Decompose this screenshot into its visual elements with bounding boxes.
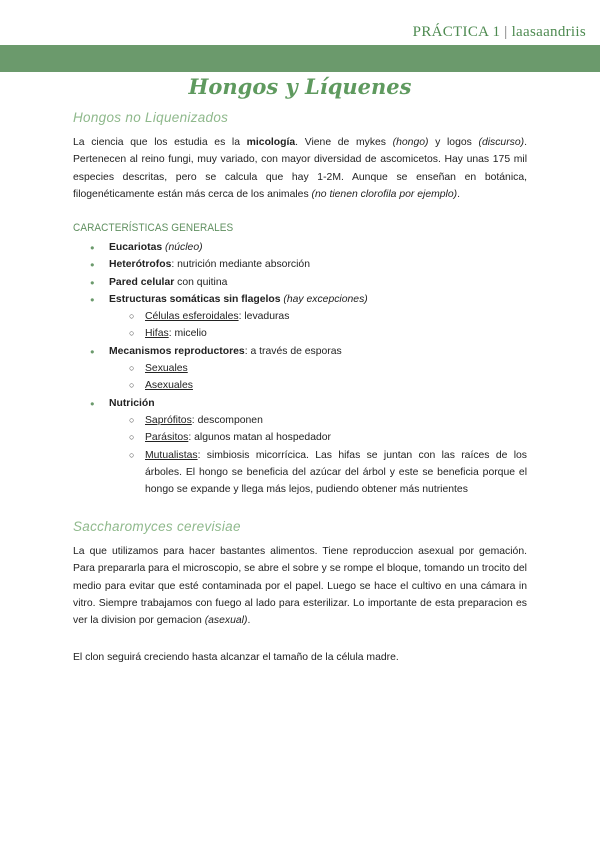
characteristics-list-block bbox=[73, 239, 527, 498]
item-note: (hay excepciones) bbox=[283, 293, 368, 305]
list-item bbox=[73, 343, 527, 395]
clone-paragraph: El clon seguirá creciendo hasta alcanzar el tamaño de la célula madre. bbox=[73, 652, 399, 663]
sublist bbox=[109, 308, 527, 343]
page-title: Hongos y Líquenes bbox=[188, 74, 412, 99]
saccharomyces-paragraph bbox=[73, 543, 527, 629]
text-run: (asexual) bbox=[204, 615, 248, 627]
text-run: La ciencia que los estudia es la bbox=[73, 137, 247, 148]
text-run: . Viene de mykes bbox=[295, 137, 393, 148]
intro-paragraph-block bbox=[73, 134, 527, 203]
sub-term: Células esferoidales bbox=[145, 311, 239, 323]
characteristics-list bbox=[73, 239, 527, 498]
sub-term: Asexuales bbox=[145, 380, 193, 392]
subsection-heading: CARACTERÍSTICAS GENERALES bbox=[73, 222, 234, 235]
saccharomyces-paragraph-block bbox=[73, 543, 527, 629]
sub-term: Sexuales bbox=[145, 363, 188, 375]
sub-term: Parásitos bbox=[145, 432, 189, 444]
item-note: (núcleo) bbox=[165, 242, 203, 253]
sub-text: : simbiosis micorrícica. Las hifas se juntan con las raíces de los árboles. El hongo se beneficia del azúcar del árbol y este se beneficia porque el hongo se expande y llega más lejos, pudiendo obtener más nutrientes bbox=[145, 449, 527, 496]
item-term: Heterótrofos bbox=[109, 259, 172, 271]
clone-paragraph-block bbox=[73, 649, 527, 666]
sublist-item bbox=[109, 377, 527, 394]
characteristics-heading-block bbox=[73, 222, 527, 233]
sub-term: Saprófitos bbox=[145, 414, 192, 426]
sub-text: : descomponen bbox=[191, 414, 263, 426]
item-term: Mecanismos reproductores bbox=[109, 345, 245, 357]
header-separator: | bbox=[504, 24, 508, 40]
author-name: laasaandriis bbox=[511, 24, 586, 40]
section-hongos-no-liquenizados bbox=[73, 110, 527, 125]
list-item bbox=[73, 256, 527, 273]
sub-term: Mutualistas bbox=[145, 449, 198, 461]
section-saccharomyces bbox=[73, 519, 527, 534]
item-term: Eucariotas bbox=[109, 242, 163, 253]
sub-text: : levaduras bbox=[238, 311, 290, 323]
term-micologia: micología bbox=[246, 137, 296, 148]
page-header bbox=[413, 24, 586, 41]
item-term: Estructuras somáticas sin flagelos bbox=[109, 293, 281, 305]
sub-text: : micelio bbox=[168, 328, 207, 340]
text-run: (discurso) bbox=[478, 137, 525, 148]
sublist-item bbox=[109, 429, 527, 446]
section-heading: Saccharomyces cerevisiae bbox=[73, 519, 241, 534]
sublist bbox=[109, 360, 527, 395]
item-text: : a través de esporas bbox=[244, 345, 342, 357]
text-run: (no tienen clorofila por ejemplo) bbox=[311, 188, 458, 200]
text-run: (hongo) bbox=[392, 137, 429, 148]
text-run: . bbox=[247, 615, 251, 627]
sublist-item bbox=[109, 325, 527, 342]
text-run: . Pertenecen al reino fungi, muy variado, con mayor diversidad de ascomicetos. Hay unas 175 mil especies descritas, pero se calcula que hay 1-2M. Aunque se enseñan en botánica, filogenéticamente están más cerca de los animales bbox=[73, 137, 527, 200]
header-bar bbox=[0, 45, 600, 72]
list-item bbox=[73, 395, 527, 499]
list-item bbox=[73, 239, 527, 256]
item-term: Pared celular bbox=[109, 276, 175, 288]
intro-paragraph bbox=[73, 134, 527, 203]
sublist-item bbox=[109, 412, 527, 429]
practice-label: PRÁCTICA 1 bbox=[412, 24, 501, 40]
sublist-item bbox=[109, 447, 527, 499]
text-run: La que utilizamos para hacer bastantes alimentos. Tiene reproduccion asexual por gemación. Para prepararla para el microscopio, se abre el sobre y se rompe el bloque, tomando un trocito del medio para evitar que esté contaminada por el papel. Luego se hace el cultivo en una cámara in vitro. Siempre trabajamos con fuego al lado para esterilizar. Lo importante de esta preparacion es ver la division por gemacion bbox=[73, 546, 527, 627]
section-heading: Hongos no Liquenizados bbox=[73, 110, 229, 125]
sublist-item bbox=[109, 308, 527, 325]
text-run: y logos bbox=[428, 137, 479, 148]
item-text: : nutrición mediante absorción bbox=[171, 259, 310, 271]
item-text: con quitina bbox=[174, 276, 228, 288]
sub-text: : algunos matan al hospedador bbox=[188, 432, 332, 444]
item-term: Nutrición bbox=[109, 397, 155, 409]
sublist-item bbox=[109, 360, 527, 377]
sub-term: Hifas bbox=[145, 328, 169, 340]
list-item bbox=[73, 274, 527, 291]
list-item bbox=[73, 291, 527, 343]
sublist bbox=[109, 412, 527, 498]
text-run: . bbox=[457, 188, 460, 200]
